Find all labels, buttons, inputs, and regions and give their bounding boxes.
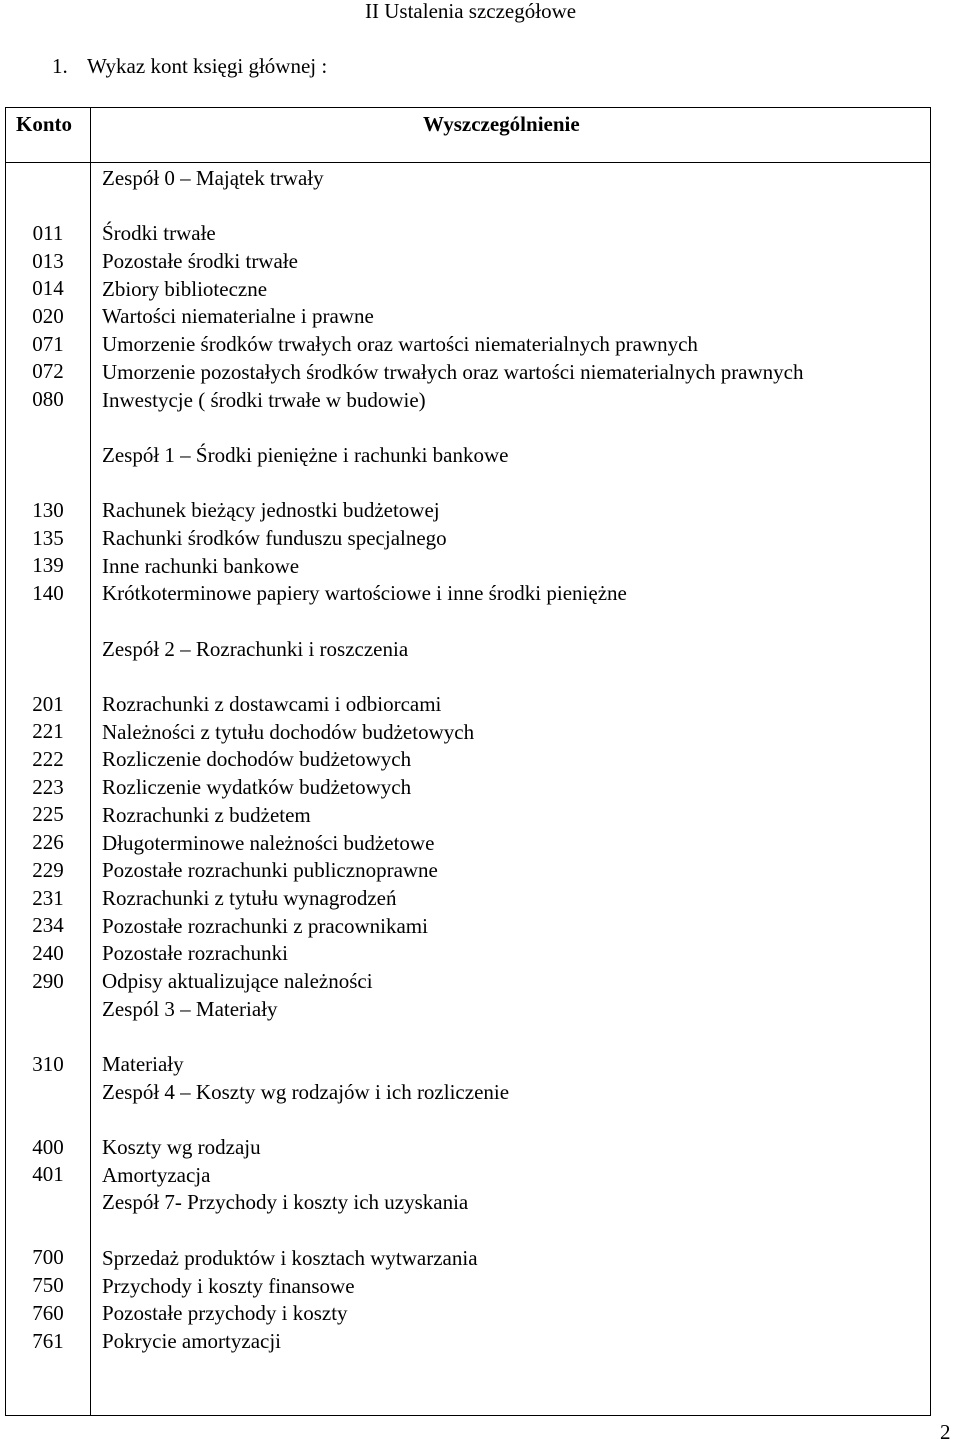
account-name: Umorzenie pozostałych środków trwałych oraz wartości niematerialnych prawnych: [102, 359, 804, 384]
account-name: Sprzedaż produktów i kosztach wytwarzania: [102, 1245, 478, 1270]
group-title: Zespół 2 – Rozrachunki i roszczenia: [102, 636, 409, 661]
spacer: [102, 663, 804, 691]
spacer: [6, 1189, 90, 1217]
spacer: [102, 193, 804, 221]
account-name: Inne rachunki bankowe: [102, 553, 300, 578]
account-code: 071: [32, 331, 64, 356]
spacer: [6, 663, 90, 691]
page-number: 2: [940, 1420, 951, 1444]
account-code: 080: [32, 387, 64, 412]
spacer: [102, 470, 804, 498]
account-name: Koszty wg rodzaju: [102, 1135, 261, 1160]
account-code: 223: [32, 774, 64, 799]
spacer: [6, 608, 90, 636]
spacer: [6, 469, 90, 497]
account-code: 231: [32, 885, 64, 910]
account-name: Rachunki środków funduszu specjalnego: [102, 525, 447, 550]
account-name: Rozrachunki z tytułu wynagrodzeń: [102, 885, 397, 910]
account-code: 226: [32, 830, 64, 855]
account-name: Pozostałe przychody i koszty: [102, 1301, 348, 1326]
account-code: 310: [32, 1051, 64, 1076]
spacer: [6, 995, 90, 1023]
account-name: Krótkoterminowe papiery wartościowe i inne środki pieniężne: [102, 581, 627, 606]
account-code: 014: [32, 276, 64, 301]
section-title: II Ustalenia szczegółowe: [365, 0, 577, 23]
account-code: 760: [32, 1300, 64, 1325]
spacer: [102, 608, 804, 636]
spacer: [102, 1106, 804, 1134]
group-title: Zespól 3 – Materiały: [102, 996, 278, 1021]
account-name: Rozliczenie dochodów budżetowych: [102, 747, 412, 772]
spacer: [102, 1023, 804, 1051]
account-code: 130: [32, 497, 64, 522]
account-code: 013: [32, 248, 64, 273]
account-name: Długoterminowe należności budżetowe: [102, 830, 435, 855]
account-name: Środki trwałe: [102, 221, 216, 246]
account-code: 750: [32, 1273, 64, 1298]
account-code: 139: [32, 553, 64, 578]
account-descriptions: [102, 165, 804, 1356]
account-code: 229: [32, 857, 64, 882]
account-codes: [6, 220, 90, 1355]
spacer: [6, 635, 90, 663]
group-title: Zespół 7- Przychody i koszty ich uzyskania: [102, 1190, 469, 1215]
header-divider: [6, 162, 930, 163]
list-heading: [52, 52, 327, 80]
group-title: Zespół 4 – Koszty wg rodzajów i ich rozliczenie: [102, 1079, 510, 1104]
spacer: [102, 414, 804, 442]
spacer: [102, 1217, 804, 1245]
account-name: Przychody i koszty finansowe: [102, 1273, 355, 1298]
account-name: Wartości niematerialne i prawne: [102, 304, 374, 329]
account-code: 225: [32, 802, 64, 827]
spacer: [6, 1106, 90, 1134]
account-name: Rachunek bieżący jednostki budżetowej: [102, 498, 440, 523]
column-divider: [90, 108, 91, 1415]
column-header-konto: Konto: [16, 112, 73, 136]
account-code: 201: [32, 691, 64, 716]
account-code: 290: [32, 968, 64, 993]
account-name: Amortyzacja: [102, 1162, 211, 1187]
account-name: Pokrycie amortyzacji: [102, 1328, 282, 1353]
spacer: [6, 1023, 90, 1051]
account-name: Pozostałe środki trwałe: [102, 249, 298, 274]
account-name: Pozostałe rozrachunki publicznoprawne: [102, 858, 438, 883]
account-code: 072: [32, 359, 64, 384]
account-name: Rozrachunki z dostawcami i odbiorcami: [102, 692, 442, 717]
group-title: Zespół 0 – Majątek trwały: [102, 166, 324, 190]
list-heading-text: Wykaz kont księgi głównej :: [87, 54, 328, 78]
account-name: Rozrachunki z budżetem: [102, 802, 311, 827]
account-code: 700: [32, 1245, 64, 1270]
account-code: 240: [32, 940, 64, 965]
account-name: Inwestycje ( środki trwałe w budowie): [102, 387, 426, 412]
account-code: 234: [32, 913, 64, 938]
account-code: 011: [32, 221, 64, 245]
account-code: 222: [32, 747, 64, 772]
account-name: Materiały: [102, 1052, 184, 1076]
account-code: 020: [32, 304, 64, 329]
spacer: [6, 414, 90, 442]
spacer: [6, 442, 90, 470]
account-code: 761: [32, 1328, 64, 1353]
account-name: Zbiory biblioteczne: [102, 276, 268, 301]
group-title: Zespół 1 – Środki pieniężne i rachunki bankowe: [102, 442, 509, 467]
column-header-description: Wyszczególnienie: [423, 112, 580, 136]
account-name: Odpisy aktualizujące należności: [102, 968, 373, 993]
accounts-table: [5, 107, 931, 1416]
account-code: 401: [32, 1162, 64, 1187]
spacer: [6, 1217, 90, 1245]
account-code: 140: [32, 580, 64, 605]
account-name: Pozostałe rozrachunki: [102, 941, 289, 966]
account-code: 135: [32, 525, 64, 550]
list-number: 1.: [52, 54, 68, 78]
account-code: 400: [32, 1134, 64, 1159]
account-name: Pozostałe rozrachunki z pracownikami: [102, 913, 428, 938]
account-name: Rozliczenie wydatków budżetowych: [102, 775, 412, 800]
spacer: [6, 1078, 90, 1106]
account-name: Należności z tytułu dochodów budżetowych: [102, 719, 475, 744]
account-code: 221: [32, 719, 64, 744]
account-name: Umorzenie środków trwałych oraz wartości niematerialnych prawnych: [102, 332, 698, 357]
